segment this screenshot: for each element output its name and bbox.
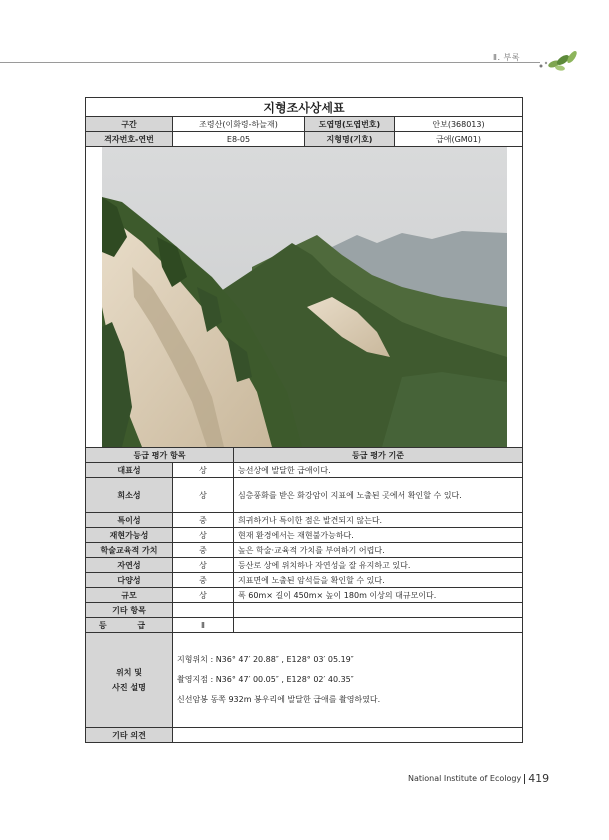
grade-item-criteria: 높은 학술·교육적 가치를 부여하기 어렵다. — [234, 543, 523, 558]
grade-item-grade: 상 — [173, 528, 234, 543]
grade-item-grade: 상 — [173, 588, 234, 603]
location-label — [86, 633, 173, 728]
location-label-line2: 사진 설명 — [112, 683, 146, 692]
grade-criteria-header: 등급 평가 기준 — [234, 448, 523, 463]
map-label: 도엽명(도엽번호) — [305, 117, 395, 132]
grade-item-criteria: 희귀하거나 특이한 점은 발견되지 않는다. — [234, 513, 523, 528]
location-line-2: 촬영지점 : N36° 47′ 00.05″ , E128° 02′ 40.35″ — [177, 675, 354, 684]
landform-label: 지형명(기호) — [305, 132, 395, 147]
header-rule — [0, 62, 540, 63]
grade-item-criteria: 등산로 상에 위치하나 자연성을 잘 유지하고 있다. — [234, 558, 523, 573]
grade-total-blank — [234, 618, 523, 633]
landform-value: 급애(GM01) — [395, 132, 523, 147]
footer-divider — [524, 774, 525, 784]
grade-row — [86, 588, 523, 603]
page-number: 419 — [528, 772, 550, 785]
landform-survey-table — [85, 97, 523, 743]
section-value: 조령산(이화령-하늘재) — [173, 117, 305, 132]
section-label: 구간 — [86, 117, 173, 132]
grade-item-name: 학술교육적 가치 — [86, 543, 173, 558]
grade-item-criteria: 폭 60m× 길이 450m× 높이 180m 이상의 대규모이다. — [234, 588, 523, 603]
grade-item-name: 규모 — [86, 588, 173, 603]
grade-item-grade: 상 — [173, 463, 234, 478]
grade-row — [86, 513, 523, 528]
sheet-title: 지형조사상세표 — [86, 98, 523, 117]
grade-item-name: 자연성 — [86, 558, 173, 573]
map-value: 안보(368013) — [395, 117, 523, 132]
grade-item-name: 다양성 — [86, 573, 173, 588]
other-item-label: 기타 항목 — [86, 603, 173, 618]
grade-item-grade: 중 — [173, 543, 234, 558]
grade-row — [86, 478, 523, 513]
leaf-decoration-icon — [538, 48, 582, 74]
photo-cell — [86, 147, 523, 448]
other-item-criteria — [234, 603, 523, 618]
grade-row — [86, 528, 523, 543]
opinion-label: 기타 의견 — [86, 728, 173, 743]
grade-item-criteria: 현재 환경에서는 재현불가능하다. — [234, 528, 523, 543]
grade-item-header: 등급 평가 항목 — [86, 448, 234, 463]
grade-row — [86, 543, 523, 558]
opinion-value — [173, 728, 523, 743]
grade-item-name: 특이성 — [86, 513, 173, 528]
other-item-value — [173, 603, 234, 618]
grade-item-grade: 중 — [173, 573, 234, 588]
location-description — [173, 633, 523, 728]
location-line-3: 신선암봉 동쪽 932m 봉우리에 발달한 급애를 촬영하였다. — [177, 695, 381, 704]
location-label-line1: 위치 및 — [116, 668, 142, 677]
grade-item-grade: 중 — [173, 513, 234, 528]
grid-value: E8-05 — [173, 132, 305, 147]
location-line-1: 지형위치 : N36° 47′ 20.88″ , E128° 03′ 05.19″ — [177, 655, 354, 664]
grade-item-grade: 상 — [173, 478, 234, 513]
grade-item-criteria: 능선상에 발달한 급애이다. — [234, 463, 523, 478]
grade-item-criteria: 심층풍화를 받은 화강암이 지표에 노출된 곳에서 확인할 수 있다. — [234, 478, 523, 513]
grade-row — [86, 463, 523, 478]
grade-total-label: 등 급 — [86, 618, 173, 633]
grade-row — [86, 558, 523, 573]
grade-item-grade: 상 — [173, 558, 234, 573]
grade-item-criteria: 지표면에 노출된 암석들을 확인할 수 있다. — [234, 573, 523, 588]
footer-org: National Institute of Ecology — [408, 774, 522, 783]
landform-photo — [102, 147, 507, 447]
grade-total-value: Ⅱ — [173, 618, 234, 633]
header-section: Ⅱ. 부록 — [493, 53, 520, 62]
grade-item-name: 재현가능성 — [86, 528, 173, 543]
grade-item-name: 대표성 — [86, 463, 173, 478]
page-footer — [408, 772, 549, 785]
grade-item-name: 희소성 — [86, 478, 173, 513]
grade-row — [86, 573, 523, 588]
grid-label: 격자번호-연번 — [86, 132, 173, 147]
